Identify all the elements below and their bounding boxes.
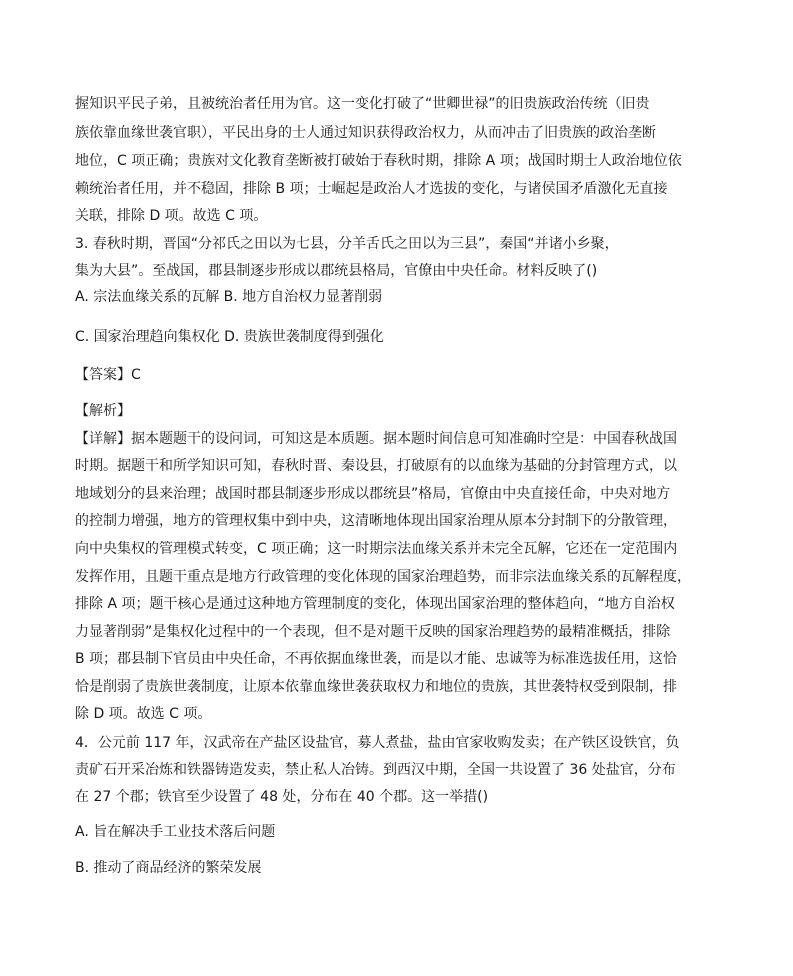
text-line: 除 D 项。故选 C 项。 — [75, 706, 212, 722]
question-4-stem: 责矿石开采冶炼和铁器铸造发卖，禁止私人冶铸。到西汉中期，全国一共设置了 36 处盐官，分布 — [75, 762, 676, 778]
text-line: 赖统治者任用，并不稳固，排除 B 项；士崛起是政治人才选拔的变化，与诸侯国矛盾激化无直接 — [75, 181, 668, 197]
text-line: 地位，C 项正确；贵族对文化教育垄断被打破始于春秋时期，排除 A 项；战国时期士人政治地位依 — [75, 153, 682, 169]
question-4-stem: 在 27 个郡；铁官至少设置了 48 处，分布在 40 个郡。这一举措() — [75, 789, 489, 805]
text-line: 力显著削弱”是集权化过程中的一个表现，但不是对题干反映的国家治理趋势的最精准概括，排除 — [75, 624, 671, 640]
text-line: 关联，排除 D 项。故选 C 项。 — [75, 208, 268, 224]
question-4-option-b: B. 推动了商品经济的繁荣发展 — [75, 860, 262, 876]
text-line: 族依靠血缘世袭官职），平民出身的士人通过知识获得政治权力，从而冲击了旧贵族的政治垄断 — [75, 125, 656, 141]
text-line: 时期。据题干和所学知识可知，春秋时晋、秦设县，打破原有的以血缘为基础的分封管理方式，以 — [75, 458, 677, 474]
text-line: 排除 A 项；题干核心是通过这种地方管理制度的变化，体现出国家治理的整体趋向，“地方自治权 — [75, 596, 675, 612]
text-line: 发挥作用，且题干重点是地方行政管理的变化体现的国家治理趋势，而非宗法血缘关系的瓦解程度， — [75, 569, 691, 585]
question-3-options-ab: A. 宗法血缘关系的瓦解 B. 地方自治权力显著削弱 — [75, 289, 383, 305]
question-4-stem: 4．公元前 117 年，汉武帝在产盐区设盐官，募人煮盐，盐由官家收购发卖；在产铁区设铁官，负 — [75, 735, 680, 751]
text-line: 地域划分的县来治理；战国时郡县制逐步形成以郡统县”格局，官僚由中央直接任命，中央对地方 — [75, 486, 671, 502]
analysis-label: 【解析】 — [75, 403, 131, 419]
question-4-option-a: A. 旨在解决手工业技术落后问题 — [75, 824, 276, 840]
text-line: 的控制力增强，地方的管理权集中到中央，这清晰地体现出国家治理从原本分封制下的分散管理， — [75, 513, 677, 529]
text-line: 【详解】据本题题干的设问词，可知这是本质题。据本题时间信息可知准确时空是：中国春秋战国 — [75, 431, 677, 447]
text-line: 恰是削弱了贵族世袭制度，让原本依靠血缘世袭获取权力和地位的贵族，其世袭特权受到限制，排 — [75, 679, 677, 695]
text-line: 向中央集权的管理模式转变，C 项正确；这一时期宗法血缘关系并未完全瓦解，它还在一定范围内 — [75, 541, 678, 557]
question-3-stem: 3. 春秋时期，晋国“分祁氏之田以为七县，分羊舌氏之田以为三县”，秦国“并诸小乡聚， — [75, 236, 619, 252]
question-3-options-cd: C. 国家治理趋向集权化 D. 贵族世袭制度得到强化 — [75, 329, 384, 345]
text-line: B 项；郡县制下官员由中央任命，不再依据血缘世袭，而是以才能、忠诚等为标准选拔任用，这恰 — [75, 651, 678, 667]
question-3-stem: 集为大县”。至战国，郡县制逐步形成以郡统县格局，官僚由中央任命。材料反映了() — [75, 263, 598, 279]
text-line: 握知识平民子弟，且被统治者任用为官。这一变化打破了“世卿世禄”的旧贵族政治传统（旧贵 — [75, 96, 650, 112]
answer-label: 【答案】C — [75, 367, 141, 383]
